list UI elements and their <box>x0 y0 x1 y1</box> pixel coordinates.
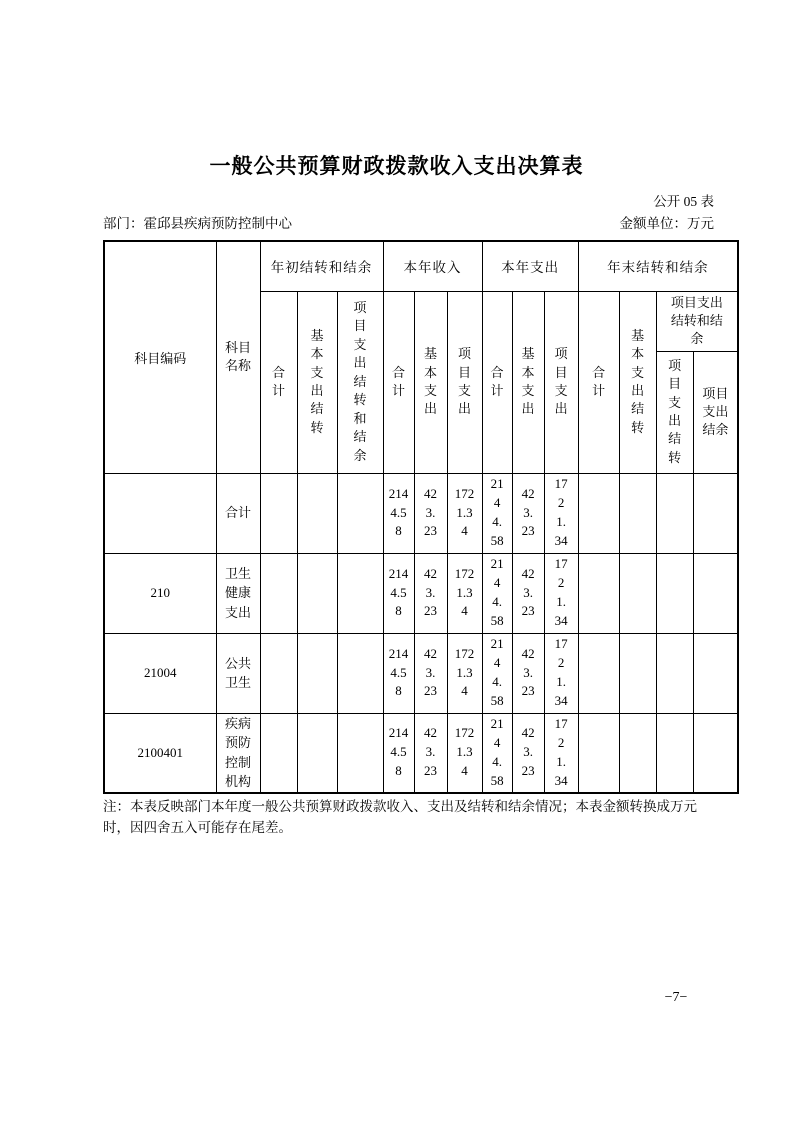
header-end-project-balance: 项目支出结余 <box>693 351 738 473</box>
header-expend-project: 项目支出 <box>544 291 578 473</box>
cell-expend-basic: 423.23 <box>512 473 544 553</box>
cell-end-project-balance <box>693 553 738 633</box>
cell-end-basic <box>619 473 656 553</box>
cell-end-project-balance <box>693 633 738 713</box>
budget-table <box>103 240 739 794</box>
cell-income-basic: 423.23 <box>414 553 447 633</box>
cell-income-total: 2144.58 <box>383 633 414 713</box>
header-expend-basic: 基本支出 <box>512 291 544 473</box>
cell-income-project: 1721.34 <box>447 633 482 713</box>
cell-end-basic <box>619 633 656 713</box>
department-label: 部门：霍邱县疾病预防控制中心 <box>103 216 292 231</box>
cell-subject-name: 合计 <box>216 473 260 553</box>
cell-end-total <box>578 553 619 633</box>
table-row-210 <box>104 553 738 633</box>
doc-code-label: 公开 05 表 <box>653 194 714 209</box>
header-income-project: 项目支出 <box>447 291 482 473</box>
cell-expend-total: 2144.58 <box>482 633 512 713</box>
page-number: −7− <box>664 990 688 1005</box>
cell-end-total <box>578 633 619 713</box>
cell-begin-total <box>260 473 297 553</box>
cell-income-project: 1721.34 <box>447 473 482 553</box>
unit-label: 金额单位：万元 <box>619 216 714 231</box>
header-end-basic-carryover: 基本支出结转 <box>619 291 656 473</box>
cell-expend-basic: 423.23 <box>512 633 544 713</box>
cell-begin-total <box>260 633 297 713</box>
header-end-total: 合计 <box>578 291 619 473</box>
header-group-begin-balance: 年初结转和结余 <box>260 241 383 291</box>
cell-subject-code <box>104 473 216 553</box>
cell-expend-project: 1721.34 <box>544 473 578 553</box>
cell-subject-name: 疾病预防控制机构 <box>216 713 260 793</box>
cell-end-basic <box>619 553 656 633</box>
cell-end-project-carryover <box>656 633 693 713</box>
header-begin-project-carryover: 项目支出结转和结余 <box>337 291 383 473</box>
header-group-year-expenditure: 本年支出 <box>482 241 578 291</box>
cell-income-project: 1721.34 <box>447 713 482 793</box>
cell-subject-code: 2100401 <box>104 713 216 793</box>
cell-expend-total: 2144.58 <box>482 473 512 553</box>
cell-begin-total <box>260 553 297 633</box>
cell-expend-basic: 423.23 <box>512 713 544 793</box>
table-row-2100401 <box>104 713 738 793</box>
cell-end-total <box>578 713 619 793</box>
cell-begin-basic <box>297 713 337 793</box>
cell-begin-project <box>337 473 383 553</box>
header-group-year-income: 本年收入 <box>383 241 482 291</box>
cell-begin-total <box>260 713 297 793</box>
cell-expend-basic: 423.23 <box>512 553 544 633</box>
cell-expend-project: 1721.34 <box>544 553 578 633</box>
cell-expend-total: 2144.58 <box>482 713 512 793</box>
cell-income-total: 2144.58 <box>383 473 414 553</box>
cell-end-project-carryover <box>656 473 693 553</box>
cell-end-basic <box>619 713 656 793</box>
header-begin-basic-carryover: 基本支出结转 <box>297 291 337 473</box>
header-income-total: 合计 <box>383 291 414 473</box>
table-row-21004 <box>104 633 738 713</box>
cell-expend-project: 1721.34 <box>544 633 578 713</box>
cell-income-total: 2144.58 <box>383 553 414 633</box>
cell-end-project-balance <box>693 473 738 553</box>
cell-begin-basic <box>297 473 337 553</box>
cell-income-basic: 423.23 <box>414 473 447 553</box>
cell-end-project-balance <box>693 713 738 793</box>
header-income-basic: 基本支出 <box>414 291 447 473</box>
header-expend-total: 合计 <box>482 291 512 473</box>
cell-income-basic: 423.23 <box>414 713 447 793</box>
cell-begin-project <box>337 553 383 633</box>
cell-expend-project: 1721.34 <box>544 713 578 793</box>
header-end-project-group: 项目支出结转和结余 <box>656 291 738 351</box>
header-row-groups <box>104 241 738 291</box>
cell-expend-total: 2144.58 <box>482 553 512 633</box>
page-title: 一般公共预算财政拨款收入支出决算表 <box>209 154 584 178</box>
cell-income-basic: 423.23 <box>414 633 447 713</box>
cell-income-total: 2144.58 <box>383 713 414 793</box>
header-subject-name: 科目名称 <box>216 241 260 473</box>
cell-begin-project <box>337 713 383 793</box>
header-end-project-carryover: 项目支出结转 <box>656 351 693 473</box>
header-begin-total: 合计 <box>260 291 297 473</box>
cell-subject-name: 公共卫生 <box>216 633 260 713</box>
cell-begin-basic <box>297 633 337 713</box>
cell-end-project-carryover <box>656 553 693 633</box>
note-text: 注：本表反映部门本年度一般公共预算财政拨款收入、支出及结转和结余情况；本表金额转换成万元时，因四舍五入可能存在尾差。 <box>103 799 697 835</box>
cell-subject-code: 210 <box>104 553 216 633</box>
cell-begin-basic <box>297 553 337 633</box>
cell-subject-code: 21004 <box>104 633 216 713</box>
cell-end-total <box>578 473 619 553</box>
header-group-end-balance: 年末结转和结余 <box>578 241 738 291</box>
table-row-total <box>104 473 738 553</box>
cell-subject-name: 卫生健康支出 <box>216 553 260 633</box>
cell-end-project-carryover <box>656 713 693 793</box>
header-subject-code: 科目编码 <box>104 241 216 473</box>
cell-income-project: 1721.34 <box>447 553 482 633</box>
cell-begin-project <box>337 633 383 713</box>
